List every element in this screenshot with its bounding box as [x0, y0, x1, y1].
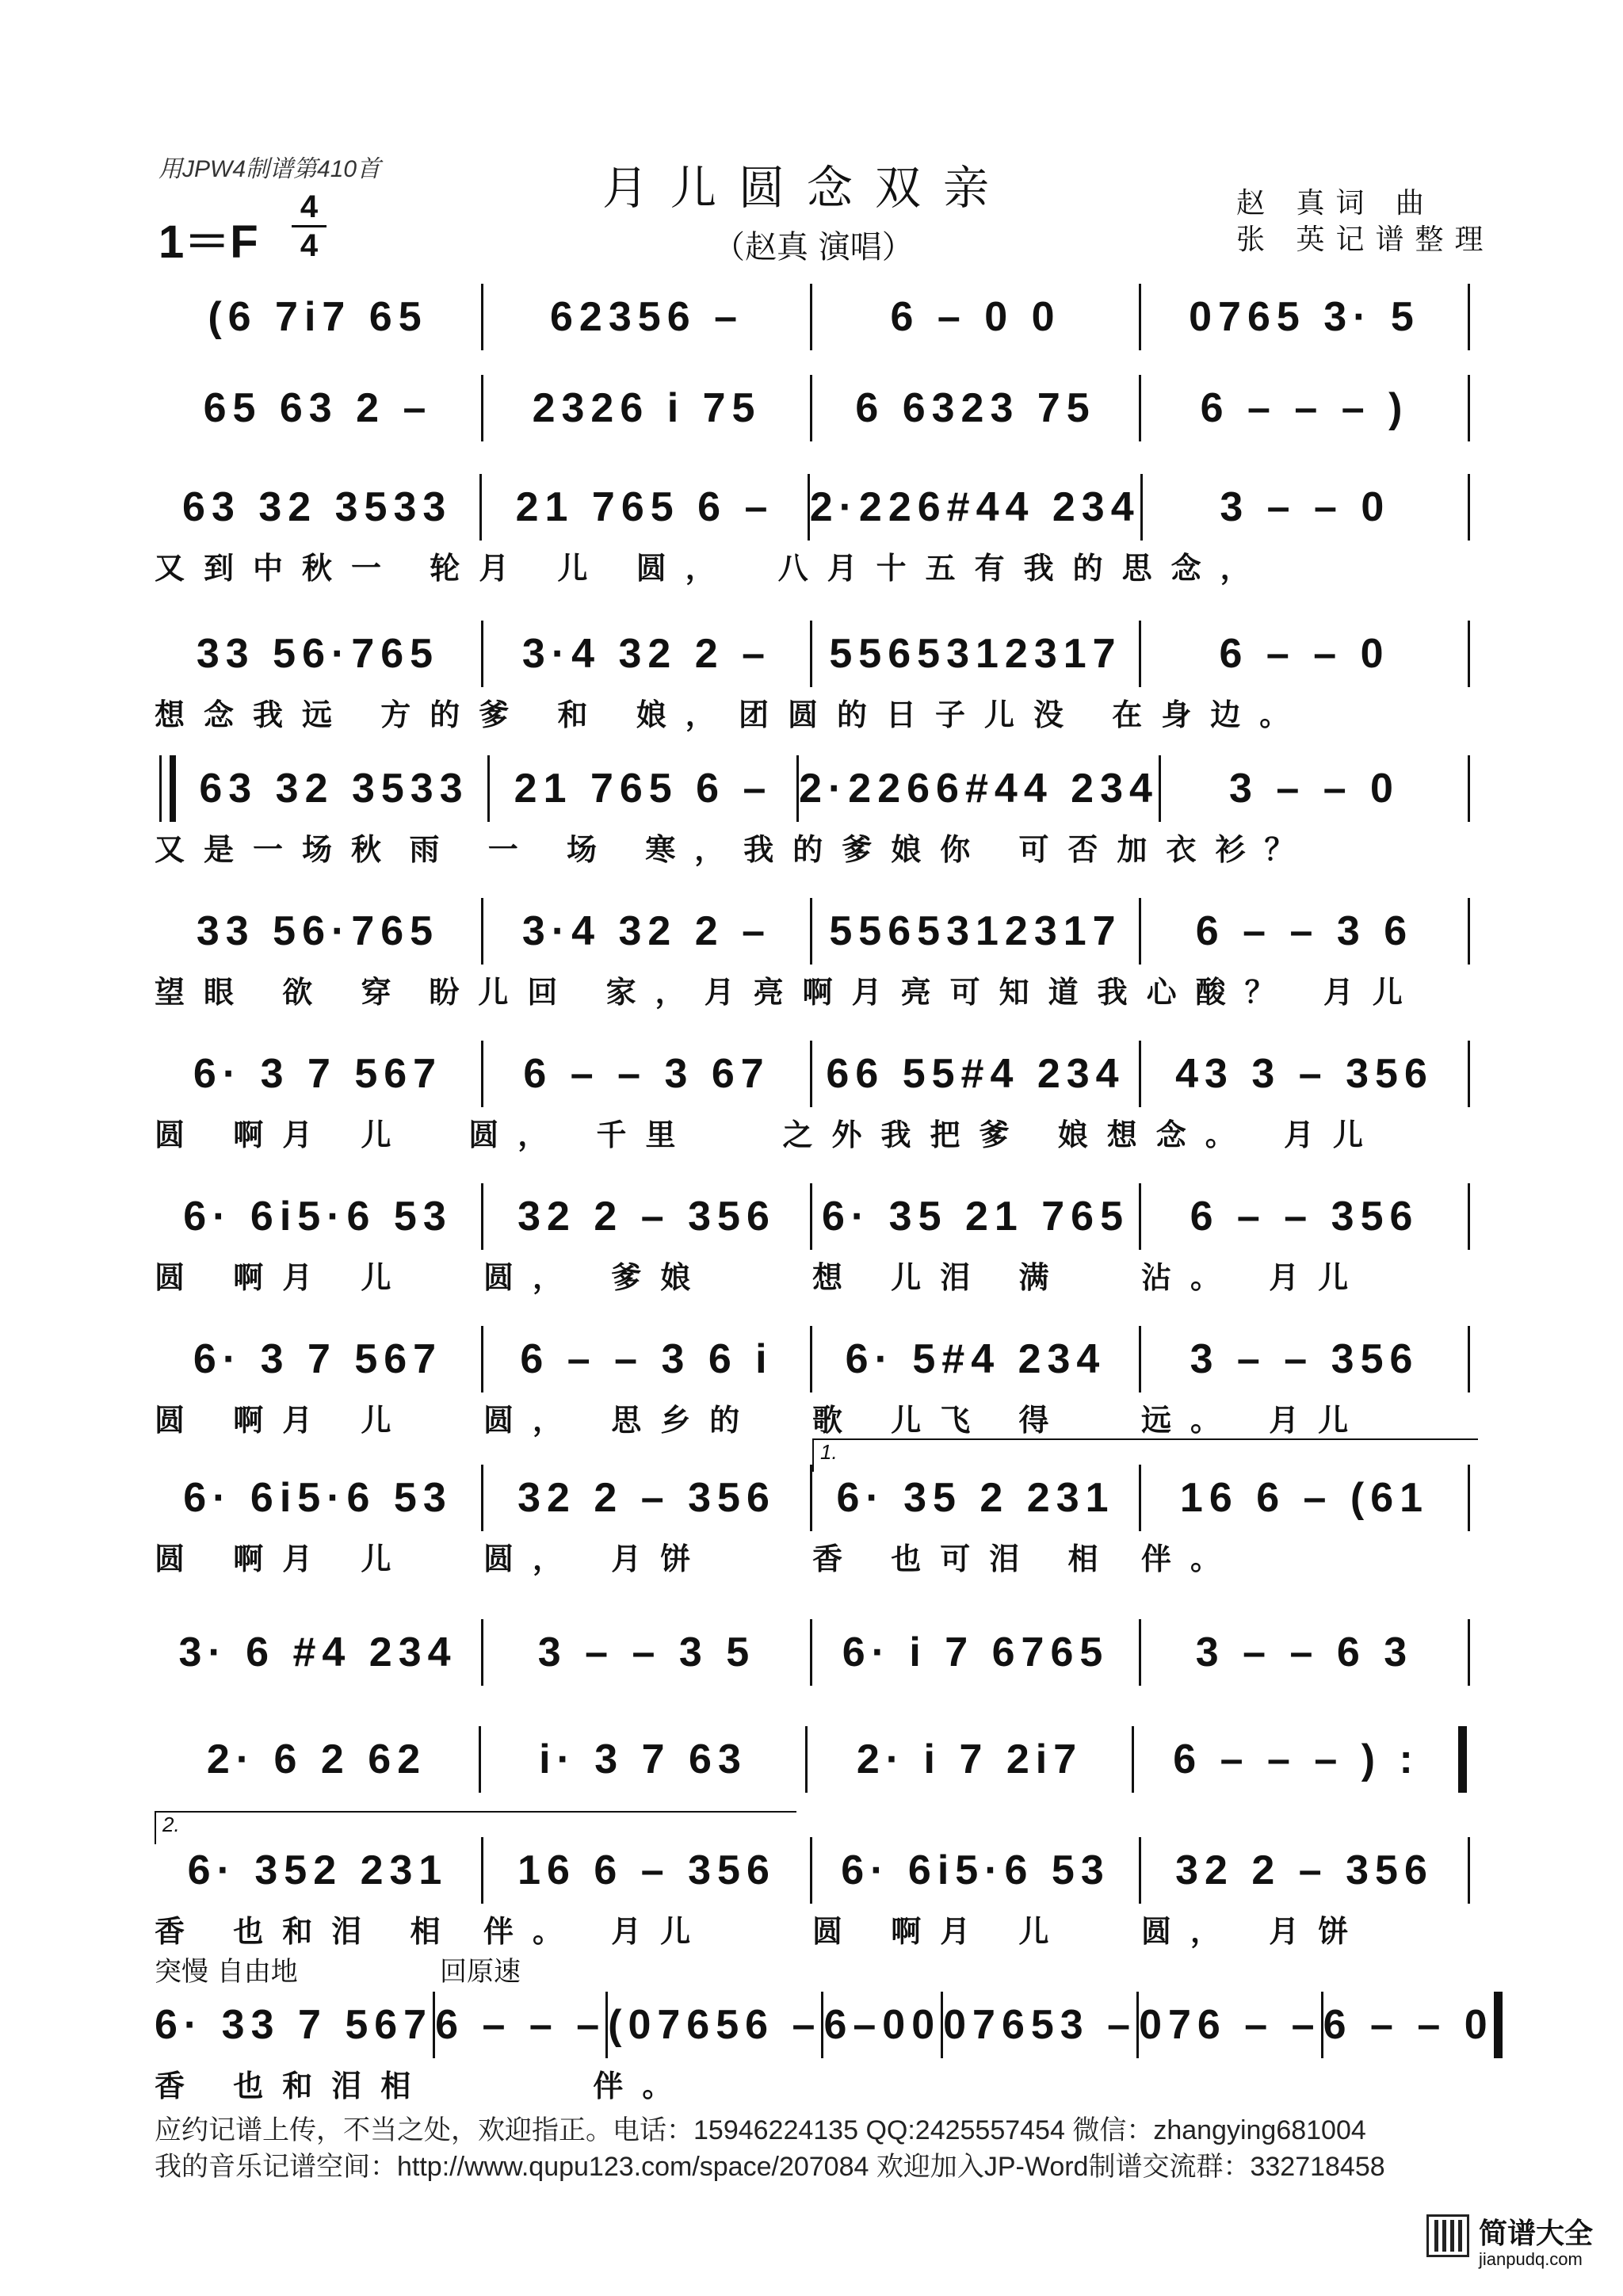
- notes-row: [155, 1835, 1470, 1906]
- time-signature: [292, 190, 327, 262]
- notes-row: [155, 1038, 1470, 1110]
- measure: [1141, 1324, 1468, 1395]
- lyric-segment: 圆， 思乡的: [483, 1402, 759, 1438]
- note-group: 6 – – – ) :: [1173, 1736, 1419, 1782]
- credit-notation: 张 英记谱整理: [1236, 223, 1495, 256]
- notes-row: [155, 1181, 1470, 1252]
- score-system: [155, 618, 1470, 734]
- measure: [812, 896, 1139, 967]
- measure: [155, 1038, 481, 1110]
- measure: [155, 372, 481, 444]
- barline: [1468, 898, 1470, 965]
- site-logo: [1426, 2211, 1609, 2283]
- measure: [1141, 1462, 1468, 1534]
- volta-bracket: 1.: [812, 1438, 1478, 1472]
- lyric-segment: 圆 啊月 儿: [155, 1402, 411, 1438]
- note-group: 62356 –: [550, 294, 743, 340]
- lyric-segment: 圆， 千里: [468, 1117, 695, 1152]
- note-group: 6· 352 231: [187, 1847, 449, 1893]
- note-group: 16 6 – (61: [1179, 1475, 1430, 1521]
- note-group: (6 7i7 65: [208, 294, 428, 340]
- barline: [1468, 621, 1470, 687]
- measure: [155, 1617, 481, 1688]
- measure: [943, 1989, 1136, 2061]
- measure: [812, 1835, 1139, 1906]
- lyrics-row: [155, 543, 1470, 587]
- repeat-start: [159, 755, 176, 822]
- score-system: [155, 1181, 1470, 1297]
- barline: [1468, 1619, 1470, 1686]
- barline: [1468, 474, 1470, 541]
- note-group: 2· i 7 2i7: [856, 1736, 1083, 1782]
- note-group: 21 765 6 –: [515, 484, 774, 530]
- measure: [1141, 372, 1468, 444]
- lyric-segment: 边。: [1210, 697, 1309, 732]
- score-system: [155, 896, 1470, 1011]
- note-group: 2326 i 75: [532, 385, 762, 431]
- lyric-segment: 沾。 月儿: [1141, 1259, 1368, 1295]
- note-group: 32 2 – 356: [517, 1194, 776, 1240]
- measure: [1143, 472, 1468, 543]
- measure: [490, 753, 796, 824]
- measure: [483, 896, 810, 967]
- measure: [812, 1038, 1139, 1110]
- note-group: 6 – – 356: [1190, 1194, 1419, 1240]
- measure: [155, 1989, 433, 2061]
- measure: [155, 472, 479, 543]
- lyrics-row: [155, 2061, 1470, 2105]
- lyrics-row: [155, 1534, 1470, 1578]
- measure: [155, 1324, 481, 1395]
- measure: [483, 1617, 810, 1688]
- notes-row: [155, 372, 1470, 444]
- note-group: 33 56·765: [196, 908, 440, 954]
- note-group: 2· 6 2 62: [206, 1736, 427, 1782]
- note-group: 32 2 – 356: [517, 1475, 776, 1521]
- note-group: 6 – – – ): [1200, 385, 1409, 431]
- measure: [435, 1989, 605, 2061]
- note-group: 16 6 – 356: [517, 1847, 776, 1893]
- barline: [1468, 284, 1470, 350]
- note-group: 6 – – 3 67: [523, 1051, 770, 1097]
- lyrics-row: [155, 824, 1470, 869]
- lyric-segment: 圆 啊月 儿: [155, 1541, 411, 1576]
- lyrics-row: [155, 1110, 1470, 1154]
- measure: [155, 1462, 481, 1534]
- note-group: 65 63 2 –: [203, 385, 433, 431]
- lyric-segment: 月亮啊月亮可知道我心: [704, 974, 1196, 1010]
- lyric-segment: 之外我把爹 娘想: [782, 1117, 1156, 1152]
- measure: [155, 896, 481, 967]
- measure: [1141, 1038, 1468, 1110]
- time-bar: [292, 225, 327, 227]
- note-group: 6 – 0 0: [890, 294, 1061, 340]
- measure: [608, 1989, 821, 2061]
- notes-row: [155, 1989, 1494, 2061]
- notes-row: [155, 1617, 1470, 1688]
- footer-space: 我的音乐记谱空间：http://www.qupu123.com/space/207084 欢迎加入JP-Word制谱交流群：332718458: [155, 2152, 1385, 2182]
- measure: [155, 1724, 479, 1795]
- measure: [812, 372, 1139, 444]
- measure: [155, 281, 481, 353]
- note-group: 6 6323 75: [855, 385, 1096, 431]
- logo-text: 简谱大全: [1479, 2217, 1594, 2249]
- measure: [483, 1462, 810, 1534]
- note-group: 63 32 3533: [199, 766, 469, 812]
- lyric-segment: 想念我远 方的: [155, 697, 479, 732]
- measure: [812, 618, 1139, 690]
- note-group: 66 55#4 234: [826, 1051, 1125, 1097]
- notes-row: [155, 472, 1470, 543]
- note-group: 63 32 3533: [182, 484, 453, 530]
- note-group: 6 – – 0: [1219, 631, 1390, 677]
- piano-icon: [1426, 2214, 1469, 2257]
- note-group: 6· 6i5·6 53: [183, 1194, 453, 1240]
- note-group: 6· 6i5·6 53: [183, 1475, 453, 1521]
- footer-contact: 应约记谱上传，不当之处，欢迎指正。电话：15946224135 QQ:2425557454 微信：zhangying681004: [155, 2115, 1366, 2145]
- note-group: 6–00: [823, 2002, 941, 2048]
- note-group: 6 – – 3 6 i: [520, 1336, 773, 1382]
- notes-row: [155, 618, 1470, 690]
- lyric-segment: 又到中秋一 轮: [155, 550, 479, 586]
- measure: [810, 472, 1140, 543]
- lyrics-row: [155, 1906, 1470, 1950]
- barline: [1468, 1326, 1470, 1392]
- lyrics-row: [155, 967, 1470, 1011]
- score-system: [155, 372, 1470, 444]
- time-bottom: 4: [300, 228, 319, 263]
- measure: [483, 1181, 810, 1252]
- lyric-segment: 望眼 欲 穿: [155, 974, 411, 1010]
- notes-row: [155, 1462, 1470, 1534]
- measure: [483, 1324, 810, 1395]
- score-system: [155, 1956, 1494, 2105]
- note-group: 3·4 32 2 –: [521, 631, 772, 677]
- volta-bracket: 2.: [155, 1811, 796, 1844]
- note-group: 6 – – 3 6: [1195, 908, 1414, 954]
- measure: [1139, 1989, 1321, 2061]
- measure: [155, 1181, 481, 1252]
- lyric-segment: 远。 月儿: [1141, 1402, 1368, 1438]
- time-top: 4: [300, 189, 319, 224]
- measure: [799, 753, 1159, 824]
- note-group: 3 – – 356: [1190, 1336, 1419, 1382]
- singer-note: （赵真 演唱）: [713, 229, 914, 266]
- note-group: 43 3 – 356: [1175, 1051, 1434, 1097]
- lyric-segment: 又是一场秋: [155, 831, 401, 867]
- lyric-segment: 月 儿 圆，: [479, 550, 735, 586]
- notes-row: [155, 1324, 1470, 1395]
- measure: [812, 1324, 1139, 1395]
- logo-url: jianpudq.com: [1479, 2249, 1583, 2269]
- note-group: 33 56·765: [196, 631, 440, 677]
- lyric-segment: 圆， 月饼: [1141, 1913, 1368, 1949]
- score-system: [155, 472, 1470, 587]
- lyric-segment: 雨 一 场 寒，: [409, 831, 744, 867]
- lyric-segment: 我的爹娘你 可否加衣: [743, 831, 1216, 867]
- measure: [1141, 1835, 1468, 1906]
- note-group: 076 – –: [1139, 2002, 1321, 2048]
- score-system: [155, 281, 1470, 353]
- lyric-segment: 伴。 月儿: [483, 1913, 710, 1949]
- measure: [1141, 618, 1468, 690]
- lyric-segment: 想 儿泪 满: [812, 1259, 1068, 1295]
- note-group: 6· 3 7 567: [193, 1051, 443, 1097]
- measure: [812, 1181, 1139, 1252]
- note-group: 6· 35 2 231: [836, 1475, 1115, 1521]
- lyric-segment: 圆， 爹娘: [483, 1259, 710, 1295]
- lyric-segment: 团圆的日子儿没 在身: [739, 697, 1211, 732]
- note-group: (07656 –: [608, 2002, 822, 2048]
- note-group: 6· 33 7 567: [155, 2002, 433, 2048]
- measure: [1161, 753, 1468, 824]
- lyric-segment: 圆 啊月 儿: [155, 1259, 411, 1295]
- score-system: [155, 1324, 1470, 1439]
- note-group: 6· 35 21 765: [821, 1194, 1130, 1240]
- notes-row: [155, 281, 1470, 353]
- measure: [483, 372, 810, 444]
- tempo-mark: 突慢 自由地: [155, 1956, 298, 1988]
- measure: [1141, 896, 1468, 967]
- tempo-mark: 回原速: [440, 1956, 521, 1988]
- note-group: 3 – – 0: [1220, 484, 1391, 530]
- score-system: [155, 1724, 1470, 1795]
- measure: [812, 1617, 1139, 1688]
- lyrics-row: [155, 1252, 1470, 1297]
- barline: [1494, 1992, 1503, 2058]
- lyric-segment: 伴。: [593, 2068, 692, 2103]
- measure: [823, 1989, 941, 2061]
- note-group: 3·4 32 2 –: [521, 908, 772, 954]
- measure: [1141, 281, 1468, 353]
- lyrics-row: [155, 690, 1470, 734]
- barline: [1468, 1465, 1470, 1531]
- note-group: 5565312317: [829, 631, 1122, 677]
- measure: [483, 1038, 810, 1110]
- note-group: 3 – – 6 3: [1195, 1629, 1414, 1675]
- score-system: [155, 1617, 1470, 1688]
- note-group: 2·2266#44 234: [799, 766, 1159, 812]
- lyrics-row: [155, 1395, 1470, 1439]
- measure: [481, 1724, 805, 1795]
- lyric-segment: 香 也可泪 相: [812, 1541, 1117, 1576]
- measure: [483, 1835, 810, 1906]
- lyric-segment: 酸？ 月儿: [1195, 974, 1422, 1010]
- barline: [1468, 1183, 1470, 1250]
- note-group: 6· 5#4 234: [845, 1336, 1106, 1382]
- measure: [1134, 1724, 1458, 1795]
- notes-row: [155, 896, 1470, 967]
- lyric-segment: 衫？: [1215, 831, 1314, 867]
- key-signature: 1＝F: [158, 216, 258, 268]
- note-group: 6· 6i5·6 53: [841, 1847, 1110, 1893]
- lyric-segment: 圆， 月饼: [483, 1541, 710, 1576]
- note-group: 2·226#44 234: [809, 484, 1140, 530]
- note-group: 07653 –: [943, 2002, 1137, 2048]
- note-group: i· 3 7 63: [539, 1736, 747, 1782]
- lyric-segment: 念。 月儿: [1155, 1117, 1382, 1152]
- barline: [1468, 1837, 1470, 1904]
- note-group: 3 – – 3 5: [537, 1629, 756, 1675]
- note-group: 6· 3 7 567: [193, 1336, 443, 1382]
- lyric-segment: 念，: [1170, 550, 1270, 586]
- note-group: 3· 6 #4 234: [178, 1629, 457, 1675]
- note-group: 6· i 7 6765: [842, 1629, 1109, 1675]
- barline: [1458, 1726, 1467, 1793]
- measure: [155, 1835, 481, 1906]
- note-group: 3 – – 0: [1228, 766, 1400, 812]
- measure: [483, 618, 810, 690]
- note-group: 32 2 – 356: [1175, 1847, 1434, 1893]
- credit-lyrics: 赵 真词 曲: [1236, 187, 1435, 220]
- measure: [812, 281, 1139, 353]
- lyric-segment: 盼儿回 家，: [429, 974, 705, 1010]
- note-group: 6 – – 0: [1323, 2002, 1494, 2048]
- score-system: [155, 1038, 1470, 1154]
- lyric-segment: 爹 和 娘，: [479, 697, 735, 732]
- measure: [1323, 1989, 1494, 2061]
- lyric-segment: 圆 啊月 儿: [812, 1913, 1068, 1949]
- measure: [1141, 1617, 1468, 1688]
- measure: [1141, 1181, 1468, 1252]
- lyric-segment: 八月十五有我的思: [777, 550, 1171, 586]
- song-title: 月儿圆念双亲: [602, 161, 1012, 215]
- barline: [1468, 1041, 1470, 1107]
- note-group: 0765 3· 5: [1189, 294, 1420, 340]
- score-system: [155, 753, 1470, 869]
- measure: [808, 1724, 1132, 1795]
- measure: [483, 281, 810, 353]
- note-group: 6 – – –: [435, 2002, 606, 2048]
- measure: [482, 472, 807, 543]
- notes-row: [155, 1724, 1470, 1795]
- note-group: 21 765 6 –: [514, 766, 773, 812]
- note-group: 5565312317: [829, 908, 1122, 954]
- lyric-segment: 伴。: [1141, 1541, 1240, 1576]
- notes-row: [155, 753, 1470, 824]
- lyric-segment: 歌 儿飞 得: [812, 1402, 1068, 1438]
- top-note: 用JPW4制谱第410首: [158, 156, 381, 182]
- lyric-segment: 香 也和泪相: [155, 2068, 430, 2103]
- lyric-segment: 圆 啊月 儿: [155, 1117, 411, 1152]
- measure: [181, 753, 487, 824]
- lyric-segment: 香 也和泪 相: [155, 1913, 460, 1949]
- barline: [1468, 375, 1470, 441]
- measure: [155, 618, 481, 690]
- measure: [812, 1462, 1139, 1534]
- score-system: [155, 1813, 1470, 1950]
- score-system: [155, 1440, 1470, 1578]
- barline: [1468, 755, 1470, 822]
